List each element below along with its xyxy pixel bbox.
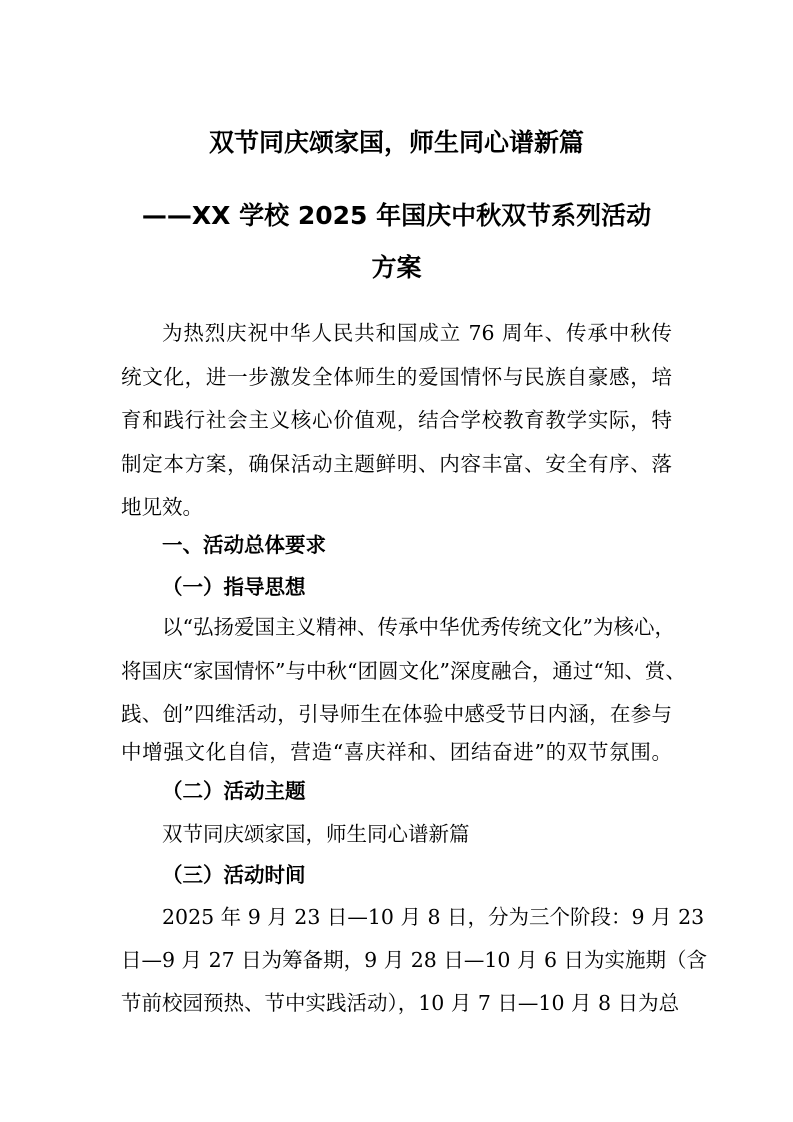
- document-title: 双节同庆颂家国，师生同心谱新篇: [208, 128, 584, 157]
- document-subtitle-line-1: ——XX 学校 2025 年国庆中秋双节系列活动: [141, 201, 652, 230]
- intro-paragraph-line: 统文化，进一步激发全体师生的爱国情怀与民族自豪感，培: [121, 365, 672, 389]
- subsection-heading: （一）指导思想: [162, 575, 306, 599]
- activity-theme-text: 双节同庆颂家国，师生同心谱新篇: [162, 822, 470, 846]
- intro-paragraph-line: 为热烈庆祝中华人民共和国成立 76 周年、传承中秋传: [162, 321, 672, 345]
- intro-paragraph-line: 制定本方案，确保活动主题鲜明、内容丰富、安全有序、落: [121, 452, 672, 476]
- activity-time-line: 日—9 月 27 日为筹备期，9 月 28 日—10 月 6 日为实施期（含: [121, 948, 708, 972]
- section-heading: 一、活动总体要求: [162, 533, 326, 557]
- intro-paragraph-line: 育和践行社会主义核心价值观，结合学校教育教学实际，特: [121, 408, 672, 432]
- document-subtitle-line-2: 方案: [371, 253, 422, 282]
- subsection-heading: （二）活动主题: [162, 779, 306, 803]
- intro-paragraph-line: 地见效。: [121, 495, 203, 519]
- activity-time-line: 2025 年 9 月 23 日—10 月 8 日，分为三个阶段：9 月 23: [162, 905, 705, 929]
- guiding-ideology-line: 以“弘扬爱国主义精神、传承中华优秀传统文化”为核心，: [162, 615, 675, 639]
- guiding-ideology-line: 将国庆“家国情怀”与中秋“团圆文化”深度融合，通过“知、赏、: [121, 659, 686, 683]
- guiding-ideology-line: 中增强文化自信，营造“喜庆祥和、团结奋进”的双节氛围。: [121, 740, 672, 764]
- activity-time-line: 节前校园预热、节中实践活动），10 月 7 日—10 月 8 日为总: [121, 991, 680, 1015]
- guiding-ideology-line: 践、创”四维活动，引导师生在体验中感受节日内涵，在参与: [121, 702, 672, 726]
- subsection-heading: （三）活动时间: [162, 863, 306, 887]
